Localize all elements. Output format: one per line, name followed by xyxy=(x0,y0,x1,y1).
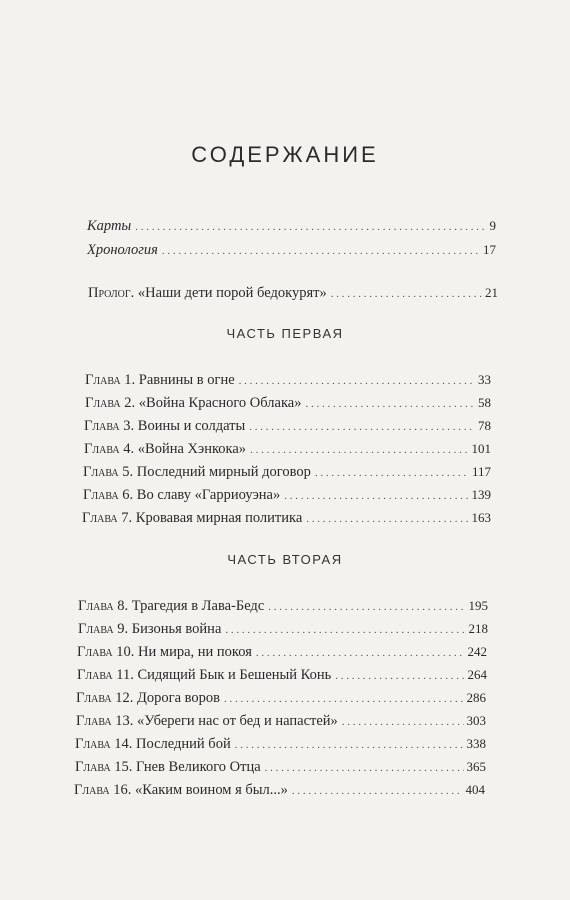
toc-entry-title: Во славу «Гарриоуэна» xyxy=(136,487,281,503)
toc-entry-label xyxy=(74,780,288,800)
toc-entry-maps[interactable] xyxy=(87,216,496,236)
toc-entry-title: «Война Красного Облака» xyxy=(138,395,302,411)
dot-leader xyxy=(305,394,475,414)
toc-entry-label: Хронология xyxy=(87,242,158,258)
toc-page-number: 195 xyxy=(468,598,488,613)
toc-page-number: 101 xyxy=(471,441,491,456)
toc-entry-label xyxy=(75,757,261,777)
toc-entry-prefix: Глава 9. xyxy=(78,621,129,637)
toc-entry-chapter-9[interactable] xyxy=(78,619,488,639)
toc-page-number: 218 xyxy=(468,621,488,636)
toc-entry-prefix: Глава 5. xyxy=(83,464,134,480)
toc-entry-label xyxy=(84,439,246,459)
toc-entry-label xyxy=(85,393,301,413)
toc-page-number: 404 xyxy=(465,782,485,797)
toc-page-number: 303 xyxy=(466,713,486,728)
toc-page-number: 58 xyxy=(478,395,491,410)
toc-entry-title: Кровавая мирная политика xyxy=(135,510,303,526)
toc-entry-chapter-12[interactable] xyxy=(76,688,486,708)
toc-entry-chapter-15[interactable] xyxy=(75,757,486,777)
toc-page-number: 33 xyxy=(478,372,491,387)
dot-leader xyxy=(135,217,486,237)
toc-entry-label xyxy=(76,688,220,708)
toc-entry-chronology[interactable] xyxy=(87,240,496,260)
toc-entry-title: «Каким воином я был...» xyxy=(135,782,288,798)
toc-entry-title: «Наши дети порой бедокурят» xyxy=(137,285,327,301)
toc-entry-label xyxy=(77,642,252,662)
toc-entry-label xyxy=(83,485,280,505)
part-two-heading: ЧАСТЬ ВТОРАЯ xyxy=(227,552,343,567)
toc-entry-prologue[interactable] xyxy=(88,283,498,303)
toc-page-number: 9 xyxy=(489,218,496,233)
toc-entry-label xyxy=(88,283,327,303)
toc-entry-chapter-1[interactable] xyxy=(85,370,491,390)
toc-entry-prefix: Глава 1. xyxy=(85,372,136,388)
toc-entry-prefix: Глава 6. xyxy=(83,487,134,503)
dot-leader xyxy=(331,284,482,304)
toc-entry-prefix: Глава 13. xyxy=(76,713,134,729)
toc-page-number: 163 xyxy=(471,510,491,525)
toc-entry-chapter-2[interactable] xyxy=(85,393,491,413)
toc-entry-prefix: Пролог. xyxy=(88,285,135,301)
toc-entry-prefix: Глава 12. xyxy=(76,690,134,706)
toc-entry-label: Карты xyxy=(87,218,132,234)
toc-entry-prefix: Глава 16. xyxy=(74,782,132,798)
dot-leader xyxy=(225,620,465,640)
toc-entry-title: Последний бой xyxy=(136,736,231,752)
toc-entry-title: Дорога воров xyxy=(137,690,221,706)
dot-leader xyxy=(315,463,469,483)
toc-entry-prefix: Глава 14. xyxy=(75,736,133,752)
dot-leader xyxy=(250,440,468,460)
toc-entry-chapter-4[interactable] xyxy=(84,439,491,459)
toc-entry-title: Последний мирный договор xyxy=(136,464,311,480)
toc-entry-chapter-5[interactable] xyxy=(83,462,491,482)
dot-leader xyxy=(335,666,464,686)
dot-leader xyxy=(268,597,465,617)
toc-entry-title: «Война Хэнкока» xyxy=(137,441,247,457)
toc-page-number: 17 xyxy=(483,242,496,257)
page-title: СОДЕРЖАНИЕ xyxy=(191,142,379,167)
dot-leader xyxy=(256,643,465,663)
dot-leader xyxy=(292,781,463,801)
toc-entry-chapter-11[interactable] xyxy=(77,665,487,685)
toc-page-number: 338 xyxy=(466,736,486,751)
toc-entry-title: «Убереги нас от бед и напастей» xyxy=(137,713,338,729)
toc-entry-prefix: Глава 4. xyxy=(84,441,135,457)
toc-entry-chapter-13[interactable] xyxy=(76,711,486,731)
toc-entry-chapter-6[interactable] xyxy=(83,485,491,505)
toc-entry-label xyxy=(76,711,338,731)
toc-entry-prefix: Глава 2. xyxy=(85,395,136,411)
toc-entry-chapter-7[interactable] xyxy=(82,508,491,528)
dot-leader xyxy=(284,486,468,506)
toc-entry-label xyxy=(84,416,245,436)
toc-entry-label xyxy=(82,508,302,528)
dot-leader xyxy=(162,241,480,261)
toc-page-number: 365 xyxy=(466,759,486,774)
dot-leader xyxy=(342,712,464,732)
toc-entry-chapter-3[interactable] xyxy=(84,416,491,436)
toc-entry-label xyxy=(78,596,264,616)
toc-page-number: 242 xyxy=(467,644,487,659)
toc-entry-title: Сидящий Бык и Бешеный Конь xyxy=(137,667,332,683)
toc-entry-label xyxy=(77,665,331,685)
toc-entry-chapter-16[interactable] xyxy=(74,780,485,800)
toc-entry-title: Равнины в огне xyxy=(138,372,235,388)
dot-leader xyxy=(249,417,475,437)
toc-page-number: 117 xyxy=(471,464,491,479)
dot-leader xyxy=(265,758,464,778)
toc-entry-title: Воины и солдаты xyxy=(137,418,246,434)
dot-leader xyxy=(224,689,463,709)
toc-entry-prefix: Глава 11. xyxy=(77,667,134,683)
toc-entry-label xyxy=(78,619,221,639)
dot-leader xyxy=(239,371,475,391)
toc-page-number: 21 xyxy=(485,285,498,300)
toc-entry-title: Гнев Великого Отца xyxy=(136,759,261,775)
dot-leader xyxy=(235,735,464,755)
toc-page-number: 264 xyxy=(467,667,487,682)
toc-entry-prefix: Глава 10. xyxy=(77,644,135,660)
toc-page-number: 78 xyxy=(478,418,491,433)
toc-entry-prefix: Глава 8. xyxy=(78,598,129,614)
toc-entry-title: Бизонья война xyxy=(131,621,222,637)
toc-entry-chapter-14[interactable] xyxy=(75,734,486,754)
toc-entry-label xyxy=(75,734,231,754)
toc-entry-prefix: Глава 7. xyxy=(82,510,133,526)
toc-entry-chapter-8[interactable] xyxy=(78,596,488,616)
toc-entry-label xyxy=(83,462,311,482)
toc-entry-prefix: Глава 3. xyxy=(84,418,135,434)
dot-leader xyxy=(306,509,468,529)
toc-entry-prefix: Глава 15. xyxy=(75,759,133,775)
toc-page-number: 139 xyxy=(471,487,491,502)
toc-entry-title: Трагедия в Лава-Бедс xyxy=(131,598,265,614)
toc-entry-title: Ни мира, ни покоя xyxy=(138,644,252,660)
part-one-heading: ЧАСТЬ ПЕРВАЯ xyxy=(226,326,344,341)
toc-entry-chapter-10[interactable] xyxy=(77,642,487,662)
toc-page-number: 286 xyxy=(466,690,486,705)
toc-entry-label xyxy=(85,370,235,390)
